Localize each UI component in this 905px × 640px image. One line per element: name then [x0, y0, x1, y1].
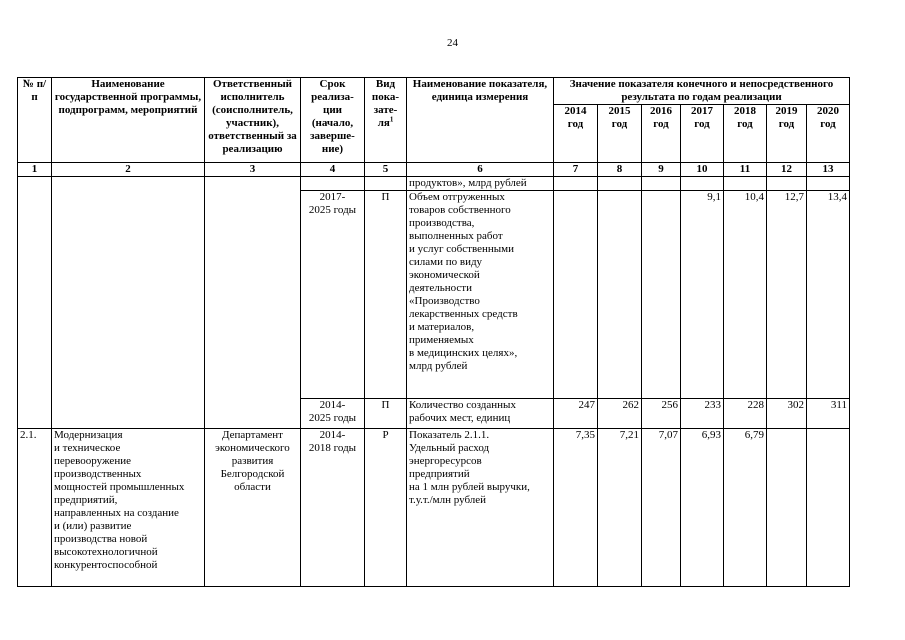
row-value-2019: [767, 429, 807, 587]
header-values-group: Значение показателя конечного и непосредственного результата по годам реализации: [554, 78, 850, 105]
column-number-11: 11: [724, 163, 767, 177]
row-executor: [205, 191, 301, 399]
row-indicator: Показатель 2.1.1. Удельный расход энергоресурсов предприятий на 1 млн рублей выручки, т.у.т./млн рублей: [407, 429, 554, 587]
header-indicator: Наименование показателя, единица измерения: [407, 78, 554, 163]
row-indicator: Объем отгруженных товаров собственного производства, выполненных работ и услуг собственными силами по виду экономической деятельности «Производство лекарственных средств и материалов, применяемых в медицинских целях», млрд рублей: [407, 191, 554, 399]
indicators-table: [17, 77, 850, 587]
row-num: [18, 177, 52, 191]
row-program: [52, 191, 205, 399]
row-program: [52, 399, 205, 429]
header-kind: Вид пока-$зате-ля^1$: [365, 78, 407, 163]
row-value-2017: 233: [681, 399, 724, 429]
row-value-2020: 13,4: [807, 191, 850, 399]
column-number-1: 1: [18, 163, 52, 177]
row-value-2020: [807, 429, 850, 587]
header-year-6: 2020 год: [807, 105, 850, 163]
row-value-2015: 7,21: [598, 429, 642, 587]
header-year-5: 2019 год: [767, 105, 807, 163]
header-year-2: 2016 год: [642, 105, 681, 163]
column-number-2: 2: [52, 163, 205, 177]
row-value-2017: 9,1: [681, 191, 724, 399]
row-value-2017: [681, 177, 724, 191]
row-value-2014: [554, 191, 598, 399]
header-year-1: 2015 год: [598, 105, 642, 163]
page-number: 24: [447, 37, 458, 49]
header-year-3: 2017 год: [681, 105, 724, 163]
row-value-2019: 302: [767, 399, 807, 429]
row-value-2015: 262: [598, 399, 642, 429]
row-value-2016: 256: [642, 399, 681, 429]
row-num: [18, 399, 52, 429]
column-number-9: 9: [642, 163, 681, 177]
header-year-0: 2014 год: [554, 105, 598, 163]
row-kind: П: [365, 399, 407, 429]
column-number-5: 5: [365, 163, 407, 177]
column-number-4: 4: [301, 163, 365, 177]
row-value-2018: 228: [724, 399, 767, 429]
row-value-2014: 247: [554, 399, 598, 429]
row-value-2016: [642, 177, 681, 191]
column-number-13: 13: [807, 163, 850, 177]
row-value-2019: [767, 177, 807, 191]
header-num: № п/п: [18, 78, 52, 163]
row-value-2014: [554, 177, 598, 191]
row-executor: [205, 177, 301, 191]
column-number-6: 6: [407, 163, 554, 177]
column-number-10: 10: [681, 163, 724, 177]
header-executor: Ответственный исполнитель (соисполнитель, участник), ответственный за реализацию: [205, 78, 301, 163]
row-executor: Департамент экономического развития Белгородской области: [205, 429, 301, 587]
header-program: Наименование государственной программы, подпрограмм, мероприятий: [52, 78, 205, 163]
row-kind: П: [365, 191, 407, 399]
row-program: [52, 177, 205, 191]
table-row: [18, 177, 850, 191]
row-value-2018: 10,4: [724, 191, 767, 399]
column-number-8: 8: [598, 163, 642, 177]
row-value-2020: [807, 177, 850, 191]
row-value-2018: 6,79: [724, 429, 767, 587]
table-row: [18, 429, 850, 587]
row-period: 2014- 2025 годы: [301, 399, 365, 429]
row-value-2020: 311: [807, 399, 850, 429]
row-indicator: продуктов», млрд рублей: [407, 177, 554, 191]
row-num: 2.1.: [18, 429, 52, 587]
row-value-2016: [642, 191, 681, 399]
row-indicator: Количество созданных рабочих мест, единиц: [407, 399, 554, 429]
row-kind: Р: [365, 429, 407, 587]
row-period: 2014- 2018 годы: [301, 429, 365, 587]
row-executor: [205, 399, 301, 429]
header-year-4: 2018 год: [724, 105, 767, 163]
header-period: Срок реализа-ции (начало, заверше-ние): [301, 78, 365, 163]
row-program: Модернизация и техническое перевооружение производственных мощностей промышленных предприятий, направленных на создание и (или) развитие производства новой высокотехнологичной конкурентоспособной: [52, 429, 205, 587]
row-value-2018: [724, 177, 767, 191]
row-value-2014: 7,35: [554, 429, 598, 587]
row-num: [18, 191, 52, 399]
row-kind: [365, 177, 407, 191]
row-value-2017: 6,93: [681, 429, 724, 587]
row-value-2016: 7,07: [642, 429, 681, 587]
column-number-3: 3: [205, 163, 301, 177]
column-number-12: 12: [767, 163, 807, 177]
column-number-7: 7: [554, 163, 598, 177]
row-value-2015: [598, 191, 642, 399]
table-row: [18, 191, 850, 399]
table-row: [18, 399, 850, 429]
row-value-2015: [598, 177, 642, 191]
row-period: 2017- 2025 годы: [301, 191, 365, 399]
row-value-2019: 12,7: [767, 191, 807, 399]
row-period: [301, 177, 365, 191]
